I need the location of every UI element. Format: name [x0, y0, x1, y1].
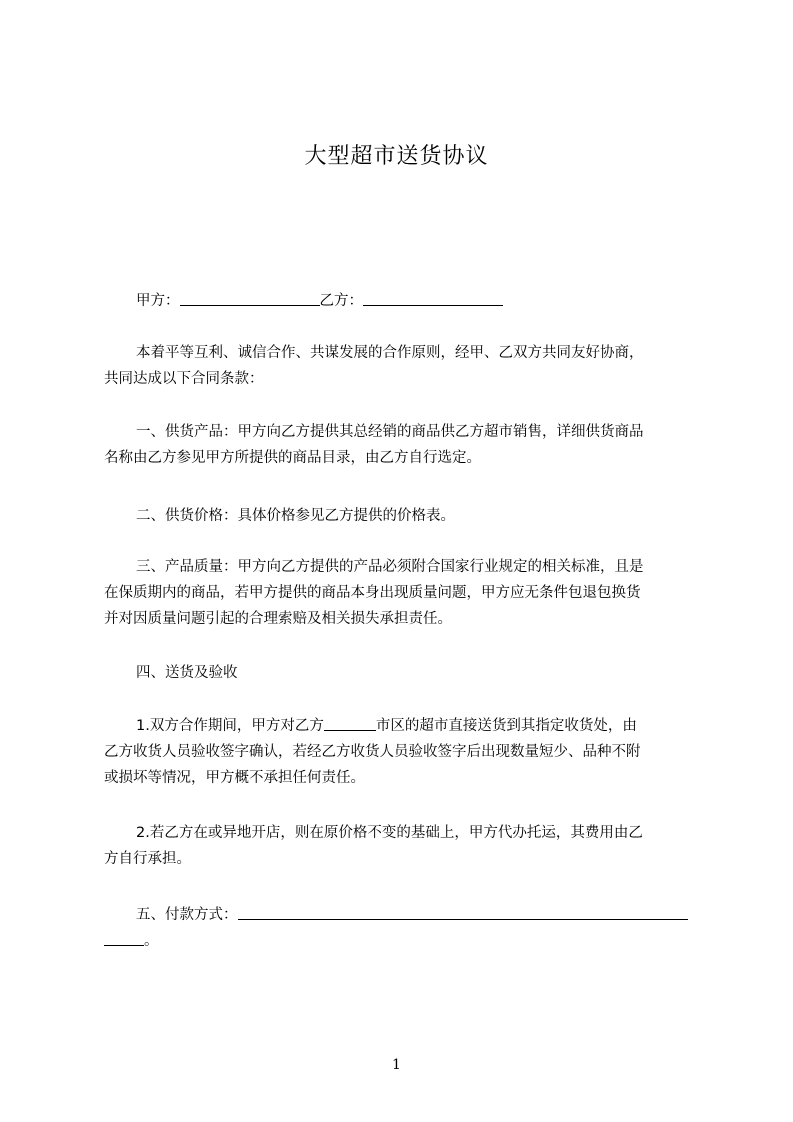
clause-5-ending: 。 — [144, 933, 159, 949]
party-b-label: 乙方： — [319, 293, 363, 309]
party-b-blank — [363, 291, 503, 306]
clause-4-item-2-line-1: 2.若乙方在或异地开店，则在原价格不变的基础上，甲方代办托运，其费用由乙 — [136, 825, 643, 841]
intro-line-2: 共同达成以下合同条款： — [104, 371, 264, 387]
clause-3-line-2: 在保质期内的商品，若甲方提供的商品本身出现质量问题，甲方应无条件包退包换货 — [104, 585, 641, 601]
clause-5-paragraph — [104, 902, 704, 954]
document-title: 大型超市送货协议 — [304, 144, 489, 169]
clause-4-item-1-line-2: 乙方收货人员验收签字确认，若经乙方收货人员验收签字后出现数量短少、品种不附 — [104, 744, 641, 760]
clause-4-item-1-line-3: 或损坏等情况，甲方概不承担任何责任。 — [104, 770, 365, 786]
intro-line-1: 本着平等互利、诚信合作、共谋发展的合作原则，经甲、乙双方共同友好协商， — [136, 345, 644, 361]
parties-line — [104, 288, 704, 314]
clause-4-item-2-line-2: 方自行承担。 — [104, 851, 191, 867]
clause-1-line-2: 名称由乙方参见甲方所提供的商品目录，由乙方自行选定。 — [104, 450, 481, 466]
clause-2-line-1: 二、供货价格：具体价格参见乙方提供的价格表。 — [136, 508, 455, 524]
party-a-blank — [180, 291, 320, 306]
clause-4-item-1-prefix: 1.双方合作期间，甲方对乙方 — [136, 718, 324, 734]
clause-4-heading-text: 四、送货及验收 — [136, 665, 238, 681]
city-blank — [324, 716, 376, 731]
clause-4-item-2 — [104, 820, 704, 872]
clause-2-paragraph — [104, 503, 704, 529]
page-number: 1 — [392, 1057, 401, 1073]
clause-4-heading — [104, 660, 704, 686]
clause-4-item-1-suffix: 市区的超市直接送货到其指定收货处，由 — [375, 718, 637, 734]
clause-1-paragraph — [104, 419, 704, 471]
payment-method-blank — [238, 905, 688, 920]
clause-3-paragraph — [104, 554, 704, 632]
intro-paragraph — [104, 340, 704, 392]
clause-1-line-1: 一、供货产品：甲方向乙方提供其总经销的商品供乙方超市销售，详细供货商品 — [136, 424, 644, 440]
clause-3-line-1: 三、产品质量：甲方向乙方提供的产品必须附合国家行业规定的相关标准，且是 — [136, 559, 644, 575]
clause-3-line-3: 并对因质量问题引起的合理索赔及相关损失承担责任。 — [104, 611, 452, 627]
clause-5-label: 五、付款方式： — [136, 907, 238, 923]
party-a-label: 甲方： — [136, 293, 180, 309]
clause-4-item-1 — [104, 713, 704, 791]
payment-method-blank-continued — [104, 931, 144, 946]
